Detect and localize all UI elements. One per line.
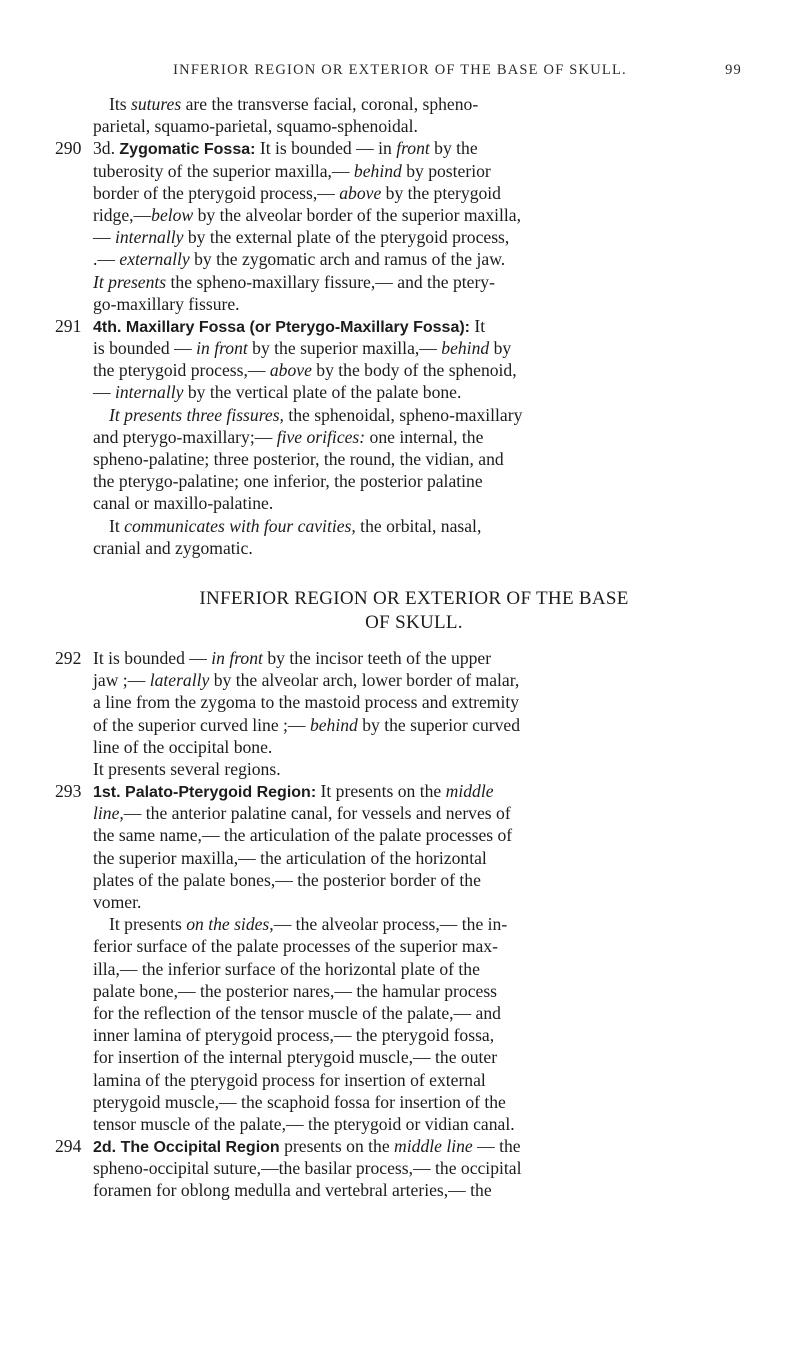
spacer (55, 559, 745, 587)
text: — the (472, 1136, 521, 1157)
text: by the body of the sphenoid, (311, 360, 517, 381)
ordinal: 3d. (93, 138, 115, 159)
text: — the anterior palatine canal, for vessels and nerves of (123, 803, 511, 824)
text: plates of the palate bones,— the posterior border of the (93, 869, 481, 890)
text: parietal, squamo-parietal, squamo-sphenoidal. (93, 116, 418, 137)
text-line (55, 271, 745, 293)
text-line (55, 847, 745, 869)
text-line (55, 426, 745, 448)
text: — (93, 382, 115, 403)
page-body (55, 93, 745, 1202)
spacer (55, 635, 745, 647)
italic-term: below (151, 204, 194, 225)
text-line (55, 869, 745, 891)
italic-term: front (396, 138, 430, 159)
section-heading: 2d. The Occipital Region (93, 1139, 280, 1157)
paragraph-start (55, 315, 745, 337)
text: the spheno-maxillary fissure,— and the ptery- (170, 271, 495, 292)
text: It presents on the (316, 781, 446, 802)
text: spheno-palatine; three posterior, the round, the vidian, and (93, 449, 504, 469)
italic-term: It presents three fissures, (109, 404, 284, 425)
running-title: INFERIOR REGION OR EXTERIOR OF THE BASE OF SKULL. (173, 62, 627, 78)
text: by the external plate of the pterygoid process, (183, 227, 510, 248)
page-number: 99 (725, 62, 742, 78)
text: palate bone,— the posterior nares,— the hamular process (93, 980, 498, 1001)
text-line (55, 470, 745, 492)
text: by the incisor teeth of the upper (262, 647, 492, 668)
text-line (55, 891, 745, 913)
paragraph-number: 291 (55, 315, 82, 336)
paragraph-start (55, 780, 745, 802)
paragraph-number: 293 (55, 781, 82, 802)
text: go-maxillary fissure. (93, 293, 240, 314)
text-line (55, 537, 745, 559)
text-line (55, 935, 745, 957)
italic-term: It presents (93, 271, 167, 292)
paragraph-start (55, 1135, 745, 1157)
text-line (55, 448, 745, 470)
italic-term: externally (119, 249, 190, 270)
text-line (55, 1091, 745, 1113)
text-line: ridge,—below by the alveolar border of the superior maxilla, (93, 204, 521, 225)
italic-term: behind (353, 160, 402, 181)
text-line: border of the pterygoid process,— above by the pterygoid (93, 182, 501, 203)
text-line (55, 381, 745, 403)
text: spheno-occipital suture,—the basilar process,— the occipital (93, 1158, 522, 1179)
text-line: tuberosity of the superior maxilla,— behind by posterior (93, 160, 491, 181)
text-line (55, 913, 745, 935)
text-line (55, 980, 745, 1002)
text: by the pterygoid (381, 182, 501, 203)
paragraph-number: 290 (55, 138, 82, 159)
text: by the superior maxilla,— (247, 338, 442, 359)
text-line (55, 1157, 745, 1179)
text: — the alveolar process,— the in- (273, 914, 508, 935)
text: of the superior curved line ;— (93, 714, 310, 735)
paragraph-number: 294 (55, 1136, 82, 1157)
text: the pterygo-palatine; one inferior, the posterior palatine (93, 471, 483, 492)
text: presents on the (279, 1136, 395, 1157)
text-line (55, 115, 745, 137)
text-line (55, 691, 745, 713)
text: the sphenoidal, spheno-maxillary (283, 404, 523, 425)
text-line (55, 404, 745, 426)
italic-term: laterally (149, 670, 210, 691)
text: by the superior curved (357, 714, 521, 735)
text: line of the occipital bone. (93, 736, 273, 757)
italic-term: behind (309, 714, 358, 735)
text: ferior surface of the palate processes of the superior max- (93, 936, 498, 957)
text-line (55, 1002, 745, 1024)
text-line (55, 492, 745, 514)
text: for the reflection of the tensor muscle of the palate,— and (93, 1002, 501, 1023)
text: the pterygoid process,— (93, 360, 270, 381)
italic-term: in front (211, 647, 263, 668)
text-line (55, 337, 745, 359)
text: It presents (109, 914, 187, 935)
text-line: Its sutures are the transverse facial, coronal, spheno- (109, 94, 479, 114)
text: tensor muscle of the palate,— the pterygoid or vidian canal. (93, 1113, 515, 1134)
text: by the alveolar border of the superior maxilla, (193, 204, 521, 225)
section-heading: 4th. Maxillary Fossa (or Pterygo-Maxillary Fossa): (93, 318, 471, 336)
section-title: INFERIOR REGION OR EXTERIOR OF THE BASE (199, 587, 629, 609)
italic-term: middle line (394, 1136, 473, 1157)
italic-term: communicates with four cavities, (124, 515, 356, 536)
italic-term: middle (445, 781, 494, 802)
italic-term: above (269, 360, 312, 381)
text: a line from the zygoma to the mastoid process and extremity (93, 692, 520, 713)
text: by the alveolar arch, lower border of malar, (209, 670, 520, 691)
text-line (55, 1069, 745, 1091)
text-line (55, 1113, 745, 1135)
text-line: — internally by the external plate of the pterygoid process, (93, 227, 510, 248)
text-line (55, 1024, 745, 1046)
paragraph-start (55, 647, 745, 669)
text: vomer. (93, 892, 142, 912)
italic-term: line, (93, 803, 124, 824)
text: and pterygo-maxillary;— (93, 426, 277, 447)
text-line (55, 515, 745, 537)
text: cranial and zygomatic. (93, 537, 253, 558)
italic-term: behind (441, 338, 490, 359)
text: for insertion of the internal pterygoid muscle,— the outer (93, 1047, 498, 1068)
text-line (55, 1179, 745, 1201)
text: pterygoid muscle,— the scaphoid fossa for insertion of the (93, 1091, 506, 1112)
text: foramen for oblong medulla and vertebral arteries,— the (93, 1180, 492, 1201)
text: the same name,— the articulation of the palate processes of (93, 825, 513, 846)
text: one internal, the (365, 426, 484, 447)
text-line (55, 824, 745, 846)
text-line (55, 958, 745, 980)
text: the superior maxilla,— the articulation of the horizontal (93, 847, 487, 868)
paragraph-start (55, 137, 745, 159)
text-line (55, 359, 745, 381)
text-line: .— externally by the zygomatic arch and ramus of the jaw. (93, 249, 506, 270)
text: lamina of the pterygoid process for insertion of external (93, 1069, 486, 1090)
text: illa,— the inferior surface of the horizontal plate of the (93, 958, 480, 979)
text: It is bounded — in (259, 138, 397, 159)
text-line (55, 714, 745, 736)
text: are the transverse facial, coronal, spheno- (185, 94, 479, 114)
text-line (55, 736, 745, 758)
paragraph-number: 292 (55, 647, 82, 668)
text: by the vertical plate of the palate bone. (183, 382, 462, 403)
text: It (474, 315, 486, 336)
italic-term: sutures (131, 94, 182, 114)
italic-term: in front (196, 338, 248, 359)
italic-term: internally (115, 382, 184, 403)
text: It (109, 515, 125, 536)
text: the orbital, nasal, (355, 515, 482, 536)
text: by posterior (401, 160, 491, 181)
italic-term: five orifices: (276, 426, 366, 447)
italic-term: on the sides, (186, 914, 274, 935)
italic-term: internally (115, 227, 184, 248)
text: It is bounded — (93, 647, 212, 668)
text: by (489, 338, 512, 359)
section-heading: 1st. Palato-Pterygoid Region: (93, 784, 317, 802)
text: by the zygomatic arch and ramus of the jaw. (189, 249, 506, 270)
section-heading: Zygomatic Fossa: (119, 141, 256, 159)
text: inner lamina of pterygoid process,— the pterygoid fossa, (93, 1025, 495, 1046)
running-head (0, 62, 800, 79)
text-line (55, 758, 745, 780)
text: It presents several regions. (93, 758, 281, 779)
text-line (55, 1046, 745, 1068)
text-line (55, 802, 745, 824)
text-line (55, 293, 745, 315)
section-title-continued: OF SKULL. (365, 611, 463, 633)
text: by the (429, 138, 478, 159)
italic-term: above (339, 182, 382, 203)
text: is bounded — (93, 338, 197, 359)
text: canal or maxillo-palatine. (93, 493, 274, 514)
text: jaw ;— (93, 670, 150, 691)
text-line (55, 669, 745, 691)
